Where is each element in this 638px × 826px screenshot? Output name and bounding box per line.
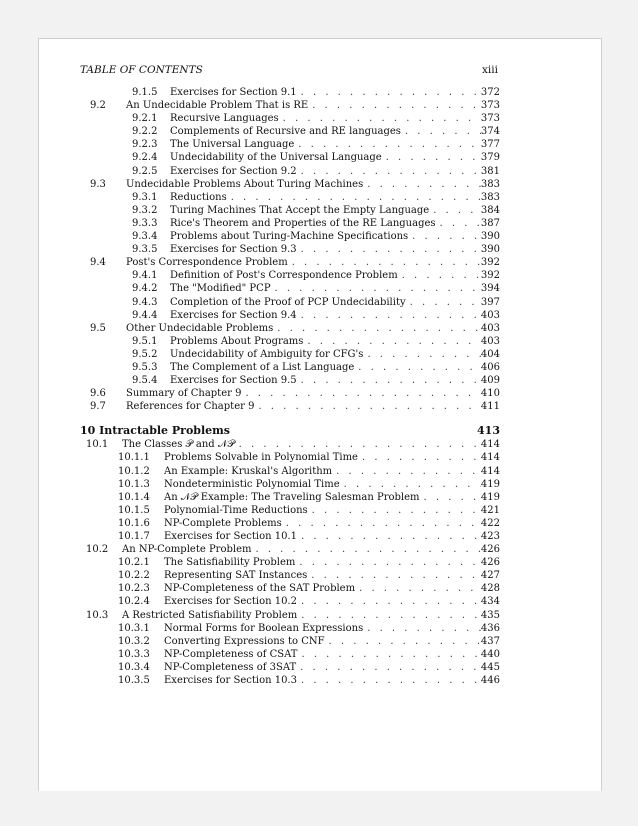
toc-entry-number: 9.4 (90, 257, 106, 269)
toc-entry-title: An NP-Complete Problem (122, 544, 252, 556)
toc-entry (80, 99, 500, 112)
toc-entry-number: 9.7 (90, 401, 106, 413)
toc-entry-title: A Restricted Satisfiability Problem (122, 609, 298, 621)
toc-entry-number: 9.5 (90, 322, 106, 334)
toc-entry-title: Exercises for Section 9.2 (170, 165, 297, 177)
toc-entry-title: Exercises for Section 9.1 (170, 87, 297, 98)
toc-entry-number: 10.1.7 (118, 531, 150, 542)
toc-entry-title: NP-Completeness of the SAT Problem (164, 583, 356, 595)
toc-entry-title: Polynomial-Time Reductions (164, 504, 308, 516)
chapter-title: 10 Intractable Problems (80, 424, 230, 438)
toc-entry (80, 348, 500, 361)
toc-entry-number: 10.1.5 (118, 504, 150, 516)
toc-entry-number: 9.4.1 (132, 270, 158, 282)
toc-entry-page: 384 (480, 204, 500, 216)
toc-entry-number: 10.2.4 (118, 596, 150, 608)
dot-leader (297, 374, 481, 387)
toc-entry-title: Problems About Programs (170, 335, 304, 347)
toc-entry (80, 622, 500, 635)
toc-entry-title: Exercises for Section 10.3 (164, 675, 297, 687)
toc-entry (80, 335, 500, 348)
toc-entry-title: Nondeterministic Polynomial Time (164, 478, 340, 490)
dot-leader (303, 335, 480, 348)
toc-entry-page: 392 (480, 257, 500, 269)
toc-entry-title: Other Undecidable Problems (126, 322, 274, 334)
toc-entry-page: 426 (480, 557, 500, 569)
toc-entry-page: 390 (480, 231, 500, 243)
toc-entry-number: 10.2.3 (118, 583, 150, 595)
toc-entry-page: 377 (480, 139, 500, 151)
toc-entry-title: Exercises for Section 10.2 (164, 596, 297, 608)
toc-entry-page: 428 (480, 583, 500, 595)
dot-leader (340, 478, 481, 491)
toc-entry-number: 10.1 (86, 439, 109, 451)
toc-entry-title: The Satisfiability Problem (164, 557, 296, 569)
page-header (80, 64, 498, 76)
toc-entry-title: An Example: Kruskal's Algorithm (164, 465, 333, 477)
table-of-contents (80, 86, 500, 687)
toc-entry (80, 438, 500, 451)
toc-entry-page: 423 (480, 531, 500, 542)
toc-entry (80, 609, 500, 622)
toc-entry (80, 543, 500, 556)
dot-leader (294, 138, 481, 151)
toc-entry-number: 9.2.2 (132, 126, 158, 138)
toc-entry (80, 309, 500, 322)
toc-entry (80, 191, 500, 204)
toc-entry-page: 427 (480, 570, 500, 582)
toc-entry-number: 9.2.1 (132, 113, 158, 125)
dot-leader (279, 112, 481, 125)
toc-entry-title: Post's Correspondence Problem (126, 257, 288, 269)
page-number: xiii (482, 64, 498, 76)
toc-entry (80, 451, 500, 464)
toc-entry-page: 403 (480, 322, 500, 334)
toc-entry-number: 9.2.4 (132, 152, 158, 164)
toc-entry-number: 9.6 (90, 388, 106, 400)
toc-entry (80, 165, 500, 178)
toc-entry (80, 282, 500, 295)
toc-entry-title: Recursive Languages (170, 113, 279, 125)
toc-entry-number: 9.4.3 (132, 296, 158, 308)
dot-leader (271, 282, 481, 295)
toc-entry-page: 414 (480, 439, 500, 451)
dot-leader (297, 165, 481, 178)
toc-entry-page: 435 (480, 609, 500, 621)
toc-entry-page: 392 (480, 270, 500, 282)
dot-leader (358, 451, 481, 464)
toc-entry-title: Exercises for Section 10.1 (164, 531, 297, 542)
toc-entry-page: 426 (480, 544, 500, 556)
toc-section-chapter-9 (80, 86, 500, 413)
dot-leader (363, 622, 481, 635)
toc-entry (80, 269, 500, 282)
toc-entry-title: Problems Solvable in Polynomial Time (164, 452, 358, 464)
toc-entry-number: 9.3.4 (132, 231, 158, 243)
dot-leader (408, 230, 481, 243)
toc-entry-page: 373 (480, 113, 500, 125)
dot-leader (297, 648, 480, 661)
dot-leader (354, 361, 481, 374)
toc-entry (80, 243, 500, 256)
toc-entry-number: 10.3 (86, 609, 109, 621)
toc-entry-title: References for Chapter 9 (126, 401, 255, 413)
toc-entry-page: 414 (480, 465, 500, 477)
dot-leader (297, 86, 481, 99)
chapter-heading (80, 423, 500, 438)
toc-entry-number: 9.3 (90, 178, 106, 190)
toc-entry-title: Exercises for Section 9.4 (170, 309, 297, 321)
toc-entry (80, 517, 500, 530)
toc-entry-page: 436 (480, 622, 500, 634)
toc-entry-title: NP-Completeness of CSAT (164, 648, 298, 660)
dot-leader (297, 609, 481, 622)
toc-entry (80, 674, 500, 687)
toc-entry-title: Undecidability of Ambiguity for CFG's (170, 348, 364, 360)
toc-entry-number: 10.1.3 (118, 478, 150, 490)
dot-leader (332, 465, 481, 478)
toc-entry-number: 9.3.5 (132, 244, 158, 256)
toc-entry-number: 9.2.5 (132, 165, 158, 177)
dot-leader (325, 635, 481, 648)
toc-entry-number: 9.3.2 (132, 204, 158, 216)
toc-entry (80, 112, 500, 125)
toc-entry-page: 390 (480, 244, 500, 256)
toc-entry-page: 422 (480, 517, 500, 529)
toc-entry-title: Definition of Post's Correspondence Problem (170, 270, 398, 282)
toc-entry-number: 10.3.3 (118, 648, 150, 660)
toc-entry-page: 446 (480, 675, 500, 687)
toc-entry-page: 406 (480, 361, 500, 373)
toc-entry-title: Representing SAT Instances (164, 570, 308, 582)
toc-entry (80, 322, 500, 335)
toc-entry-title: Exercises for Section 9.5 (170, 375, 297, 387)
dot-leader (406, 296, 481, 309)
dot-leader (282, 517, 481, 530)
toc-entry-page: 383 (480, 178, 500, 190)
dot-leader (308, 504, 481, 517)
toc-entry-title: Summary of Chapter 9 (126, 388, 242, 400)
dot-leader (398, 269, 481, 282)
toc-entry-page: 374 (480, 126, 500, 138)
toc-entry-title: Completion of the Proof of PCP Undecidability (170, 296, 406, 308)
toc-entry-number: 10.1.4 (118, 491, 150, 503)
dot-leader (297, 595, 481, 608)
toc-entry (80, 151, 500, 164)
toc-entry (80, 582, 500, 595)
toc-entry-title: Problems about Turing-Machine Specifications (170, 231, 409, 243)
toc-entry-number: 9.4.4 (132, 309, 158, 321)
toc-entry-title: Reductions (170, 191, 227, 203)
toc-entry-page: 414 (480, 452, 500, 464)
toc-entry-number: 10.1.6 (118, 517, 150, 529)
toc-entry-page: 403 (480, 335, 500, 347)
toc-entry (80, 204, 500, 217)
toc-entry (80, 374, 500, 387)
toc-entry-page: 421 (480, 504, 500, 516)
toc-entry-number: 9.2.3 (132, 139, 158, 151)
toc-entry-number: 9.4.2 (132, 283, 158, 295)
toc-entry-page: 419 (480, 491, 500, 503)
toc-entry (80, 230, 500, 243)
dot-leader (308, 99, 481, 112)
toc-entry-title: The Classes 𝒫 and 𝒩𝒫 (122, 439, 235, 451)
dot-leader (297, 530, 481, 543)
toc-entry (80, 296, 500, 309)
toc-entry-title: An Undecidable Problem That is RE (126, 100, 309, 112)
toc-entry-page: 379 (480, 152, 500, 164)
toc-entry-page: 381 (480, 165, 500, 177)
running-title: TABLE OF CONTENTS (80, 64, 203, 76)
toc-entry-title: Complements of Recursive and RE languages (170, 126, 401, 138)
toc-entry-number: 10.2.1 (118, 557, 150, 569)
toc-entry-number: 9.3.1 (132, 191, 158, 203)
toc-entry-title: Undecidability of the Universal Language (170, 152, 382, 164)
toc-entry-page: 383 (480, 191, 500, 203)
dot-leader (363, 348, 480, 361)
toc-entry (80, 595, 500, 608)
dot-leader (382, 151, 481, 164)
dot-leader (251, 543, 480, 556)
toc-entry (80, 569, 500, 582)
toc-entry-page: 437 (480, 635, 500, 647)
dot-leader (296, 661, 481, 674)
toc-entry-number: 10.3.5 (118, 675, 150, 687)
toc-entry-number: 10.3.1 (118, 622, 150, 634)
toc-entry-page: 409 (480, 375, 500, 387)
toc-entry (80, 387, 500, 400)
dot-leader (288, 256, 481, 269)
dot-leader (401, 125, 481, 138)
toc-entry-number: 10.2 (86, 544, 109, 556)
dot-leader (436, 217, 481, 230)
toc-entry-title: The "Modified" PCP (170, 283, 271, 295)
dot-leader (241, 387, 480, 400)
toc-entry-page: 404 (480, 348, 500, 360)
chapter-page: 413 (477, 424, 500, 438)
toc-entry-page: 440 (480, 648, 500, 660)
dot-leader (420, 491, 481, 504)
toc-entry (80, 478, 500, 491)
toc-section-chapter-10 (80, 438, 500, 687)
toc-entry (80, 491, 500, 504)
toc-entry (80, 125, 500, 138)
dot-leader (297, 674, 481, 687)
toc-entry (80, 661, 500, 674)
toc-entry (80, 217, 500, 230)
toc-entry-number: 10.1.2 (118, 465, 150, 477)
dot-leader (297, 309, 481, 322)
dot-leader (295, 556, 481, 569)
toc-entry (80, 256, 500, 269)
toc-entry-title: Undecidable Problems About Turing Machines (126, 178, 364, 190)
toc-entry (80, 635, 500, 648)
toc-entry-title: Normal Forms for Boolean Expressions (164, 622, 364, 634)
dot-leader (429, 204, 481, 217)
toc-entry (80, 556, 500, 569)
toc-entry-number: 10.3.2 (118, 635, 150, 647)
toc-entry-number: 9.5.3 (132, 361, 158, 373)
dot-leader (235, 438, 481, 451)
toc-entry-page: 410 (480, 388, 500, 400)
toc-entry-page: 372 (480, 87, 500, 98)
toc-entry-title: Rice's Theorem and Properties of the RE Languages (170, 217, 436, 229)
toc-entry-page: 403 (480, 309, 500, 321)
toc-entry (80, 465, 500, 478)
toc-entry-title: An 𝒩𝒫 Example: The Traveling Salesman Problem (164, 491, 420, 503)
toc-entry (80, 86, 500, 99)
toc-entry-page: 387 (480, 217, 500, 229)
toc-entry (80, 504, 500, 517)
dot-leader (297, 243, 481, 256)
toc-entry (80, 178, 500, 191)
toc-entry-page: 419 (480, 478, 500, 490)
toc-entry-page: 373 (480, 100, 500, 112)
toc-entry-page: 445 (480, 661, 500, 673)
toc-entry (80, 648, 500, 661)
dot-leader (273, 322, 481, 335)
toc-entry-number: 9.2 (90, 100, 106, 112)
toc-entry (80, 400, 500, 413)
toc-entry-page: 411 (480, 401, 500, 413)
toc-entry-title: Converting Expressions to CNF (164, 635, 325, 647)
toc-entry-page: 434 (480, 596, 500, 608)
toc-entry (80, 138, 500, 151)
toc-entry-title: NP-Completeness of 3SAT (164, 661, 297, 673)
dot-leader (363, 178, 481, 191)
toc-entry-number: 9.3.3 (132, 217, 158, 229)
toc-entry-number: 9.5.1 (132, 335, 158, 347)
toc-entry-page: 394 (480, 283, 500, 295)
toc-entry-number: 9.5.2 (132, 348, 158, 360)
toc-entry-number: 10.2.2 (118, 570, 150, 582)
toc-entry-number: 9.1.5 (132, 87, 158, 98)
dot-leader (254, 400, 480, 413)
toc-entry-page: 397 (480, 296, 500, 308)
toc-entry-title: NP-Complete Problems (164, 517, 282, 529)
toc-entry-title: The Complement of a List Language (170, 361, 355, 373)
toc-entry-title: Exercises for Section 9.3 (170, 244, 297, 256)
toc-entry-number: 10.3.4 (118, 661, 150, 673)
dot-leader (355, 582, 481, 595)
toc-entry-title: The Universal Language (170, 139, 295, 151)
toc-entry-number: 9.5.4 (132, 375, 158, 387)
dot-leader (307, 569, 481, 582)
toc-entry-title: Turing Machines That Accept the Empty Language (170, 204, 430, 216)
toc-entry (80, 361, 500, 374)
toc-entry (80, 530, 500, 543)
toc-entry-number: 10.1.1 (118, 452, 150, 464)
dot-leader (227, 191, 481, 204)
